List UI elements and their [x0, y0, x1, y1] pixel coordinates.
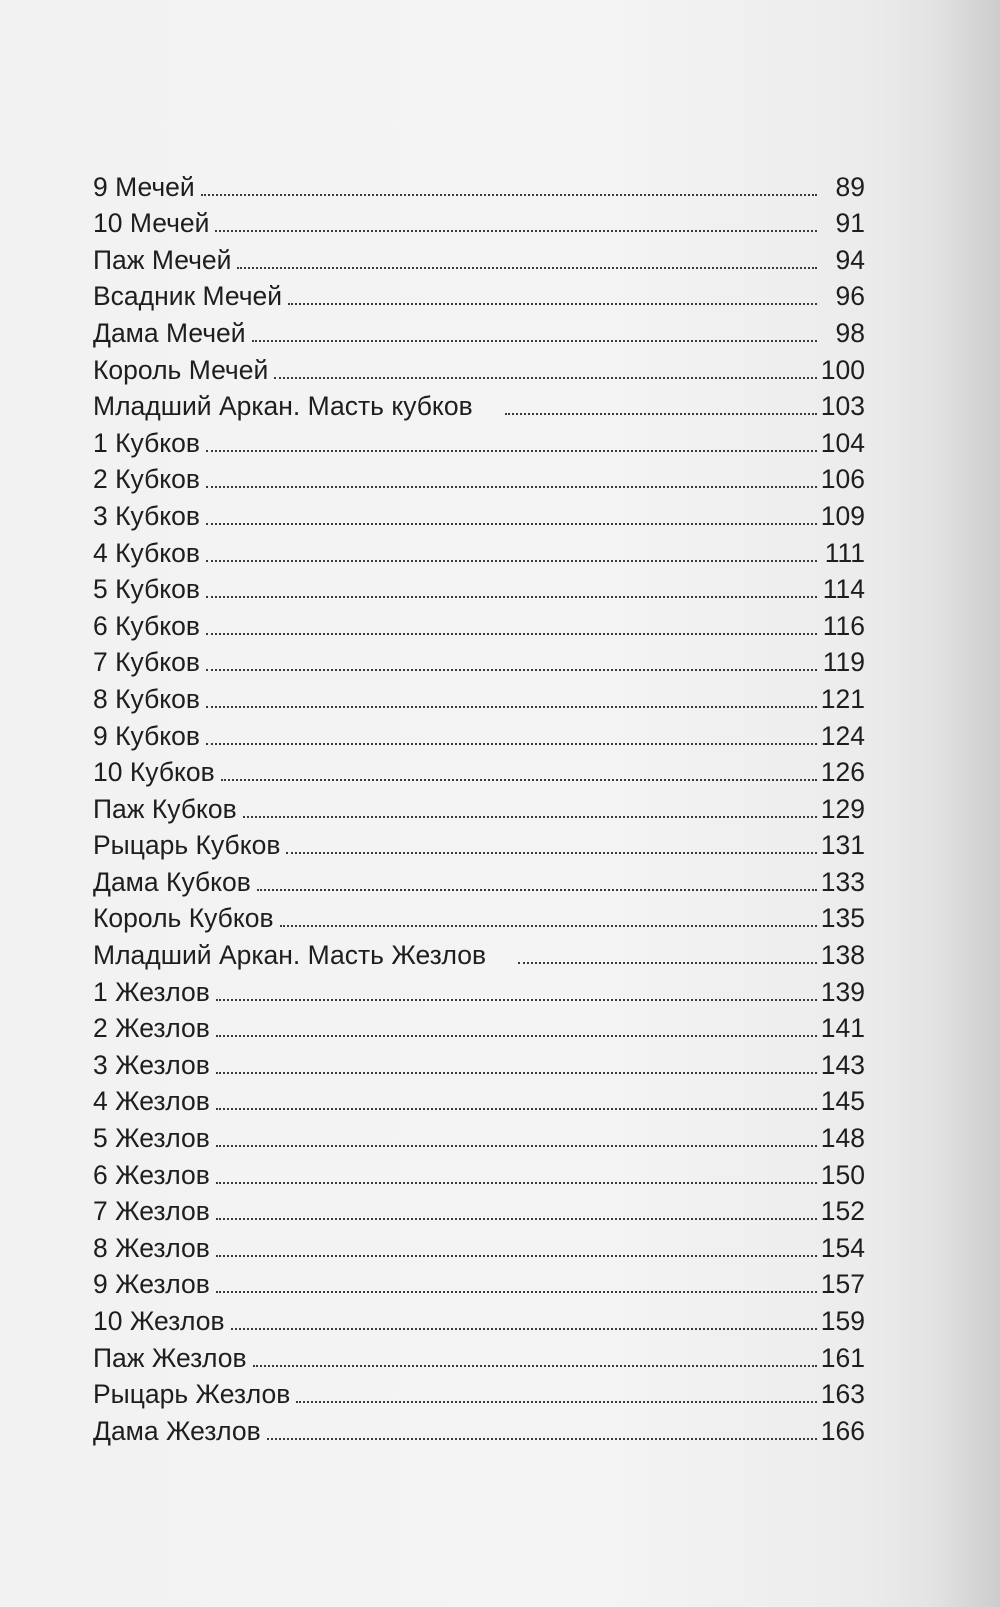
toc-entry-page-number: 91: [835, 208, 865, 239]
toc-entry: [93, 1263, 865, 1300]
toc-entry-label: 6 Кубков: [93, 610, 200, 641]
toc-dot-leader: [274, 377, 817, 379]
toc-entry: [93, 531, 865, 568]
toc-entry-label: Всадник Мечей: [93, 281, 283, 312]
toc-dot-leader: [286, 852, 816, 854]
toc-dot-leader: [201, 194, 817, 196]
toc-entry-label: 8 Жезлов: [93, 1232, 210, 1263]
toc-entry-label: Паж Жезлов: [93, 1342, 247, 1373]
toc-entry-label: 5 Жезлов: [93, 1123, 210, 1154]
toc-entry-page-number: 94: [835, 244, 865, 275]
toc-entry-label: 4 Жезлов: [93, 1086, 210, 1117]
toc-entry-label: Дама Кубков: [93, 866, 251, 897]
toc-entry-page-number: 104: [820, 427, 865, 458]
toc-entry: [93, 1007, 865, 1044]
toc-entry: [93, 860, 865, 897]
toc-entry-page-number: 114: [822, 574, 865, 605]
toc-dot-leader: [206, 706, 817, 708]
toc-entry-page-number: 161: [820, 1342, 865, 1373]
toc-dot-leader: [216, 1255, 817, 1257]
toc-dot-leader: [518, 962, 817, 964]
toc-dot-leader: [288, 303, 817, 305]
toc-entry-label: Король Кубков: [93, 903, 274, 934]
toc-dot-leader: [216, 1291, 817, 1293]
toc-entry: [93, 348, 865, 385]
toc-dot-leader: [252, 340, 817, 342]
toc-entry-label: Младший Аркан. Масть Жезлов: [93, 940, 487, 971]
toc-entry-page-number: 138: [820, 940, 865, 971]
toc-entry-label: 2 Кубков: [93, 464, 200, 495]
toc-entry-label: 8 Кубков: [93, 683, 200, 714]
toc-dot-leader: [505, 413, 817, 415]
toc-entry-label: Рыцарь Кубков: [93, 830, 281, 861]
toc-dot-leader: [206, 523, 817, 525]
toc-entry: [93, 970, 865, 1007]
toc-dot-leader: [216, 1218, 817, 1220]
toc-dot-leader: [237, 267, 817, 269]
toc-entry: [93, 568, 865, 605]
toc-entry-label: Дама Мечей: [93, 317, 246, 348]
toc-entry: [93, 641, 865, 678]
toc-entry: [93, 1373, 865, 1410]
toc-dot-leader: [267, 1438, 817, 1440]
toc-dot-leader: [216, 1108, 817, 1110]
toc-entry: [93, 494, 865, 531]
toc-dot-leader: [216, 1035, 817, 1037]
toc-entry-page-number: 139: [820, 976, 865, 1007]
toc-dot-leader: [253, 1365, 817, 1367]
toc-entry-page-number: 154: [820, 1232, 865, 1263]
toc-entry-page-number: 98: [835, 317, 865, 348]
toc-dot-leader: [231, 1328, 817, 1330]
toc-entry-label: 10 Мечей: [93, 208, 210, 239]
toc-entry-page-number: 131: [820, 830, 865, 861]
toc-entry: [93, 238, 865, 275]
toc-dot-leader: [206, 669, 817, 671]
toc-dot-leader: [221, 779, 817, 781]
toc-entry-label: 7 Жезлов: [93, 1196, 210, 1227]
toc-entry-page-number: 121: [820, 683, 865, 714]
toc-entry: [93, 1043, 865, 1080]
toc-entry-page-number: 116: [822, 610, 865, 641]
toc-entry: [93, 1080, 865, 1117]
toc-entry-page-number: 163: [820, 1379, 865, 1410]
toc-entry: [93, 1116, 865, 1153]
toc-dot-leader: [206, 560, 817, 562]
toc-entry-page-number: 126: [820, 757, 865, 788]
toc-entry-page-number: 119: [822, 647, 865, 678]
toc-dot-leader: [206, 596, 817, 598]
toc-dot-leader: [216, 1145, 817, 1147]
toc-dot-leader: [216, 999, 817, 1001]
toc-entry-page-number: 157: [820, 1269, 865, 1300]
toc-entry-page-number: 96: [835, 281, 865, 312]
toc-dot-leader: [243, 816, 817, 818]
toc-entry: [93, 897, 865, 934]
toc-entry-label: 6 Жезлов: [93, 1159, 210, 1190]
toc-entry: [93, 751, 865, 788]
table-of-contents: [93, 165, 865, 1446]
toc-entry: [93, 311, 865, 348]
toc-entry-label: 3 Кубков: [93, 500, 200, 531]
toc-entry: [93, 1226, 865, 1263]
toc-entry-page-number: 166: [820, 1415, 865, 1446]
toc-entry-label: 9 Мечей: [93, 171, 195, 202]
toc-entry-page-number: 124: [820, 720, 865, 751]
page-edge-shadow: [930, 0, 1000, 1607]
toc-entry: [93, 933, 865, 970]
toc-entry: [93, 1409, 865, 1446]
toc-entry-label: 1 Кубков: [93, 427, 200, 458]
toc-entry-label: Младший Аркан. Масть кубков: [93, 391, 473, 422]
toc-entry: [93, 202, 865, 239]
toc-entry: [93, 787, 865, 824]
toc-dot-leader: [206, 486, 817, 488]
toc-entry-label: 9 Жезлов: [93, 1269, 210, 1300]
toc-entry: [93, 824, 865, 861]
toc-entry: [93, 1336, 865, 1373]
toc-dot-leader: [206, 633, 817, 635]
toc-entry-page-number: 111: [824, 537, 865, 568]
toc-entry-page-number: 133: [820, 866, 865, 897]
toc-entry: [93, 677, 865, 714]
toc-entry-label: 5 Кубков: [93, 574, 200, 605]
toc-entry-label: Рыцарь Жезлов: [93, 1379, 291, 1410]
toc-entry-label: 10 Кубков: [93, 757, 215, 788]
toc-entry-label: 7 Кубков: [93, 647, 200, 678]
toc-dot-leader: [206, 450, 817, 452]
toc-entry-page-number: 141: [820, 1013, 865, 1044]
toc-entry-page-number: 100: [820, 354, 865, 385]
toc-entry: [93, 165, 865, 202]
toc-entry-page-number: 145: [820, 1086, 865, 1117]
toc-entry-page-number: 89: [835, 171, 865, 202]
toc-entry-page-number: 109: [820, 500, 865, 531]
toc-entry: [93, 1153, 865, 1190]
toc-entry: [93, 385, 865, 422]
toc-dot-leader: [296, 1401, 817, 1403]
toc-dot-leader: [216, 1182, 817, 1184]
toc-entry-page-number: 135: [820, 903, 865, 934]
toc-entry-label: 4 Кубков: [93, 537, 200, 568]
toc-entry-label: Паж Мечей: [93, 244, 232, 275]
toc-entry-page-number: 106: [820, 464, 865, 495]
toc-entry-page-number: 152: [820, 1196, 865, 1227]
toc-entry: [93, 1190, 865, 1227]
toc-entry-label: 1 Жезлов: [93, 976, 210, 1007]
toc-entry-label: 3 Жезлов: [93, 1049, 210, 1080]
toc-dot-leader: [280, 925, 817, 927]
toc-entry: [93, 1299, 865, 1336]
toc-entry-label: 2 Жезлов: [93, 1013, 210, 1044]
toc-entry-label: Дама Жезлов: [93, 1415, 261, 1446]
toc-dot-leader: [257, 889, 817, 891]
toc-entry-label: 9 Кубков: [93, 720, 200, 751]
toc-entry-label: 10 Жезлов: [93, 1306, 225, 1336]
toc-entry-page-number: 143: [820, 1049, 865, 1080]
toc-entry: [93, 458, 865, 495]
toc-entry: [93, 714, 865, 751]
toc-entry-page-number: 159: [820, 1306, 865, 1336]
toc-entry: [93, 604, 865, 641]
toc-dot-leader: [206, 743, 817, 745]
toc-dot-leader: [216, 1072, 817, 1074]
toc-entry-label: Король Мечей: [93, 354, 269, 385]
toc-entry: [93, 275, 865, 312]
toc-entry-page-number: 148: [820, 1123, 865, 1154]
toc-entry-page-number: 150: [820, 1159, 865, 1190]
toc-entry-page-number: 129: [820, 793, 865, 824]
toc-dot-leader: [215, 230, 817, 232]
toc-entry-page-number: 103: [820, 391, 865, 422]
toc-entry-label: Паж Кубков: [93, 793, 237, 824]
toc-entry: [93, 421, 865, 458]
